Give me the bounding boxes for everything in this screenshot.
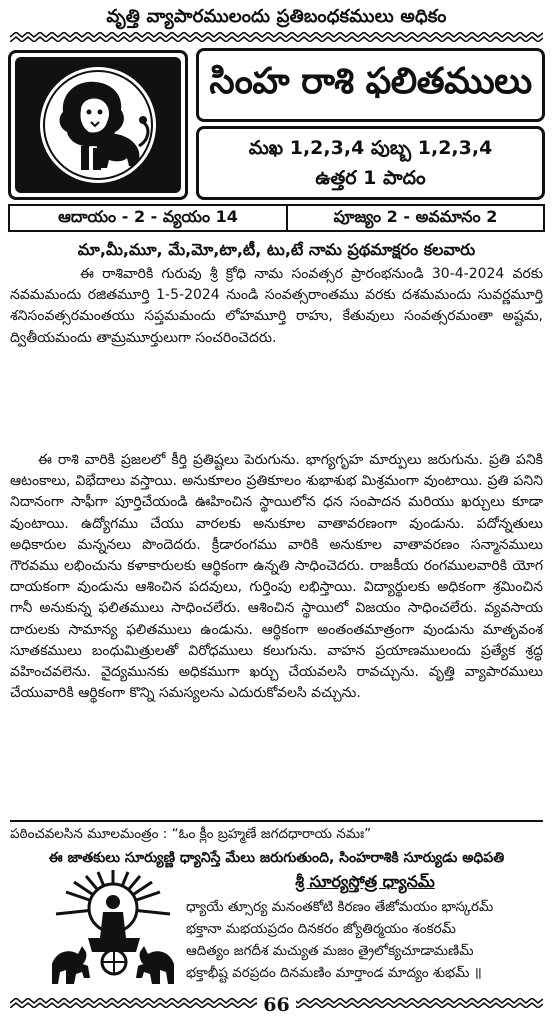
dhyanam-line: భక్తాభీష్ట వరప్రదం దినమణిం మార్తాండ మాద్యం శుభమ్ ॥ bbox=[186, 965, 482, 981]
paragraph-planets: ఈ రాశివారికి గురువు శ్రీ క్రోధి నామ సంవత్సర ప్రారంభనుండి 30-4-2024 వరకు నవమమందు రజితమూర్తి 1-5-2024 నుండి సంవత్సరాంతము వరకు దశమమందు సువర్ణమూర్తి శనిసంవత్సరమంతయు సప్తమమందు లోహమూర్తి రాహు, కేతువులు సంవత్సరమంతా అష్టమ, ద్వితీయమందు తామ్రమూర్తులుగా సంచరించెదరు. bbox=[10, 266, 543, 346]
dhyanam-line: ధ్యాయే త్సూర్య మనంతకోటి కిరణం తేజోమయం భాస్కరమ్ bbox=[186, 899, 494, 915]
mula-mantram: పఠించవలసిన మూలమంత్రం : “ఓం క్లీం బ్రహ్మణే జగదధారాయ నమః” bbox=[10, 826, 372, 842]
page-number-wrap bbox=[0, 994, 553, 1016]
page-number: 66 bbox=[257, 994, 295, 1016]
aadaayam-vyayam: ఆదాయం - 2 - వ్యయం 14 bbox=[8, 204, 288, 232]
leo-lion-icon bbox=[15, 57, 181, 193]
nakshatra-line-2: ఉత్తర 1 పాదం bbox=[315, 167, 426, 189]
zodiac-logo-frame bbox=[8, 50, 188, 200]
nakshatra-line-1: మఖ 1,2,3,4 పుబ్బ 1,2,3,4 bbox=[248, 137, 493, 159]
section-divider bbox=[10, 820, 543, 822]
top-title: వృత్తి వ్యాపారములందు ప్రతిబంధకములు అధికం bbox=[106, 6, 447, 27]
zigzag-divider-top bbox=[10, 32, 543, 42]
sun-god-chariot-icon bbox=[48, 868, 178, 992]
rasi-title-box bbox=[196, 48, 545, 122]
stats-row bbox=[8, 204, 545, 232]
name-syllables: మా,మీ,మూ, మే,మో,టా,టీ, టు,టే నామ ప్రథమాక్షరం కలవారు bbox=[77, 240, 476, 259]
dhyanam-verses bbox=[186, 896, 546, 984]
rasi-title: సింహ రాశి ఫలితములు bbox=[209, 59, 532, 102]
paragraph-predictions: ఈ రాశి వారికి ప్రజలలో కీర్తి ప్రతిష్టలు పెరుగును. భాగ్యగృహ మార్పులు జరుగును. ప్రతి పనికి ఆటంకాలు, విభేదాలు వస్తాయి. అనుకూలం ప్రతికూలం శుభాశుభ మిశ్రమంగా వుంటాయి. ప్రతి పనిని నిదానంగా సాఫీగా పూర్తిచేయండి ఊహించిన స్థాయిలోన ధన సంపాదన మరియు ఖర్చులు కూడా వుంటాయి. ఉద్యోగము చేయు వారలకు అనుకూల వాతావరణంగా వుండును. పదోన్నతులు అధికారుల మన్ననలు పొందెదరు. క్రీడారంగము వారికి అనుకూల వాతావరణం సన్మానములు గౌరవము లభించును కళాకారులకు ఆర్థికంగా ఉన్నతి సాధించెదరు. రాజకీయ రంగములవారికి యోగ దాయకంగా వుండును ఆశించిన పదవులు, గుర్తింపు లభిస్తాయి. విద్యార్థులకు అధికంగా శ్రమించిన గానీ అనుకున్న ఫలితములు సాధించలేరు. ఆశించిన స్థాయిలో విజయం సాధించలేరు. వ్యవసాయ దారులకు సామాన్య ఫలితములు ఉండును. ఆర్థికంగా అంతంతమాత్రంగా వుండును మాతృవంశ సూతకములు బంధుమిత్రులతో విరోధములు కలుగును. వాహన ప్రయాణములందు ప్రత్యేక శ్రద్ధ వహించవలెను. వైద్యమునకు అధికముగా ఖర్చు చేయవలసి రావచ్చును. వృత్తి వ్యాపారములు చేయువారికి ఆర్థికంగా కొన్ని సమస్యలను ఎదురుకోవలసి వచ్చును. bbox=[10, 452, 543, 702]
poojyam-avamaanam: పూజ్యం 2 - అవమానం 2 bbox=[288, 204, 545, 232]
dhyanam-line: భక్తానా మభయప్రదం దినకరం జ్యోతిర్మయం శంకరమ్ bbox=[186, 921, 456, 937]
dhyanam-line: ఆదిత్యం జగదీశ మచ్యుత మజం త్రైలోక్యచూడామణిమ్ bbox=[186, 943, 474, 959]
dhyanam-title: శ్రీ సూర్యస్తోత్ర ధ్యానమ్ bbox=[295, 872, 435, 891]
nakshatra-box bbox=[196, 126, 545, 200]
surya-benefit: ఈ జాతకులు సూర్యుణ్ణి ధ్యానిస్తే మేలు జరుగుతుంది, సింహరాశికి సూర్యుడు అధిపతి bbox=[48, 850, 505, 866]
